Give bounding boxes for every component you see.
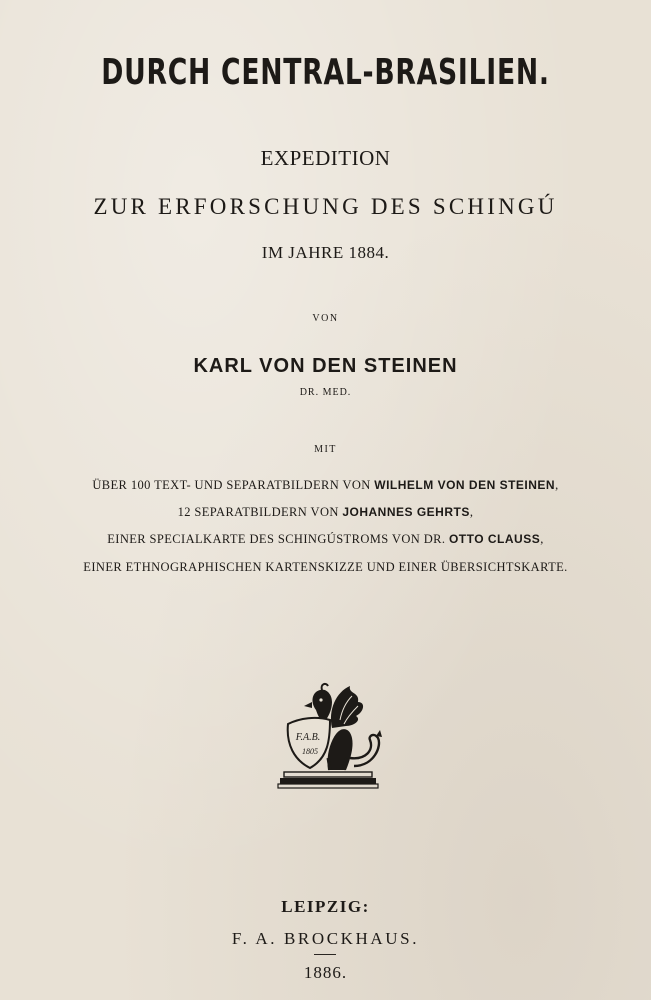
author-degree: DR. MED. [299, 387, 352, 398]
imprint-year: 1886. [303, 963, 348, 982]
credit-line [0, 505, 651, 520]
credit-punct: , [540, 532, 544, 546]
book-title: DURCH CENTRAL-BRASILIEN. [101, 52, 550, 93]
imprint-rule [314, 954, 336, 955]
subtitle-year: IM JAHRE 1884. [261, 243, 390, 262]
credit-name: OTTO CLAUSS [448, 532, 541, 546]
author-name: KARL VON DEN STEINEN [193, 355, 458, 377]
emblem-monogram: F.A.B. [295, 732, 321, 743]
emblem-year: 1805 [302, 747, 318, 756]
credit-text: 12 SEPARATBILDERN VON [177, 505, 343, 519]
with-label: MIT [314, 444, 337, 455]
subtitle-expedition: EXPEDITION [260, 146, 391, 170]
imprint-city: LEIPZIG: [281, 897, 370, 916]
credit-name: WILHELM VON DEN STEINEN [374, 478, 556, 492]
imprint-publisher: F. A. BROCKHAUS. [231, 929, 420, 948]
credit-line [0, 478, 651, 493]
credit-punct: , [555, 478, 559, 492]
credit-line [0, 560, 651, 575]
credit-text: EINER ETHNOGRAPHISCHEN KARTENSKIZZE UND EINER ÜBERSICHTSKARTE. [83, 560, 568, 574]
subtitle-research: ZUR ERFORSCHUNG DES SCHINGÚ [93, 194, 558, 219]
credit-text: ÜBER 100 TEXT- UND SEPARATBILDERN VON [92, 478, 375, 492]
credit-line [0, 532, 651, 547]
credit-text: EINER SPECIALKARTE DES SCHINGÚSTROMS VON DR. [107, 532, 449, 546]
griffin-publisher-mark-icon [270, 680, 388, 796]
credit-name: JOHANNES GEHRTS [342, 505, 470, 519]
by-label: VON [312, 313, 339, 324]
credit-punct: , [469, 505, 474, 519]
